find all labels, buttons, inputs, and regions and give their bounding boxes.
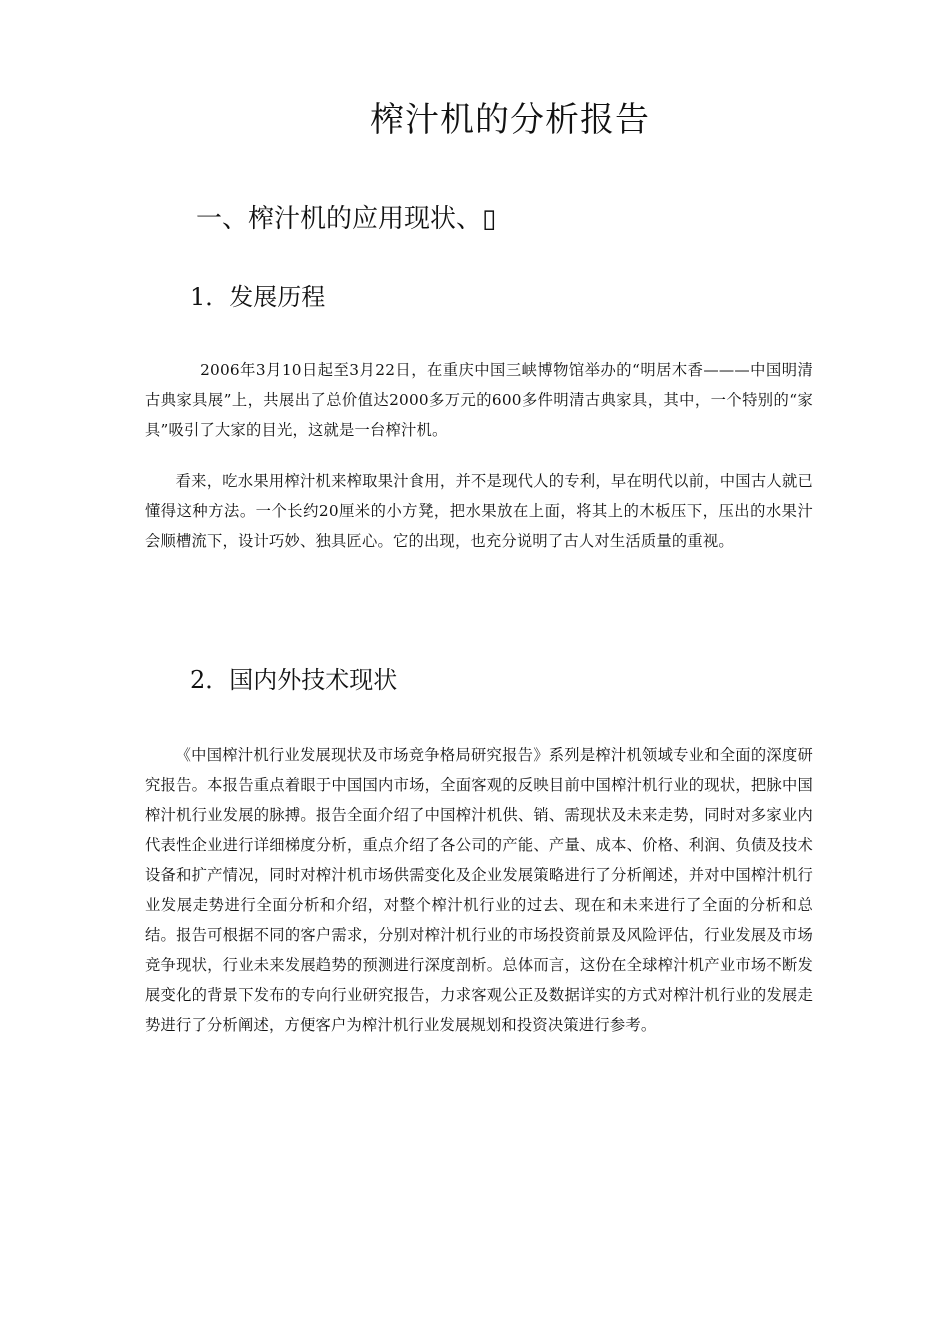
paragraph-exhibition: 2006年3月10日起至3月22日，在重庆中国三峡博物馆举办的“明居木香———中国明清古典家具展”上，共展出了总价值达2000多万元的600多件明清古典家具，其中，一个特别的“家具”吸引了大家的目光，这就是一台榨汁机。 (145, 361, 813, 439)
document-title: 榨汁机的分析报告 (370, 100, 650, 140)
subsection-heading-development-history: 1．发展历程 (190, 283, 326, 311)
subsection-heading-technology-status: 2．国内外技术现状 (190, 666, 398, 694)
section-heading-application-status: 一、榨汁机的应用现状、▯ (196, 204, 497, 234)
paragraph-ancient-juicer: 看来，吃水果用榨汁机来榨取果汁食用，并不是现代人的专利，早在明代以前，中国古人就已懂得这种方法。一个长约20厘米的小方凳，把水果放在上面，将其上的木板压下，压出的水果汁会顺槽流下，设计巧妙、独具匠心。它的出现，也充分说明了古人对生活质量的重视。 (145, 472, 813, 550)
paragraph-industry-report: 《中国榨汁机行业发展现状及市场竞争格局研究报告》系列是榨汁机领域专业和全面的深度研究报告。本报告重点着眼于中国国内市场，全面客观的反映目前中国榨汁机行业的现状，把脉中国榨汁机行业发展的脉搏。报告全面介绍了中国榨汁机供、销、需现状及未来走势，同时对多家业内代表性企业进行详细梯度分析，重点介绍了各公司的产能、产量、成本、价格、利润、负债及技术设备和扩产情况，同时对榨汁机市场供需变化及企业发展策略进行了分析阐述，并对中国榨汁机行业发展走势进行全面分析和介绍，对整个榨汁机行业的过去、现在和未来进行了全面的分析和总结。报告可根据不同的客户需求，分别对榨汁机行业的市场投资前景及风险评估，行业发展及市场竞争现状，行业未来发展趋势的预测进行深度剖析。总体而言，这份在全球榨汁机产业市场不断发展变化的背景下发布的专向行业研究报告，力求客观公正及数据详实的方式对榨汁机行业的发展走势进行了分析阐述，方便客户为榨汁机行业发展规划和投资决策进行参考。 (145, 746, 813, 1034)
